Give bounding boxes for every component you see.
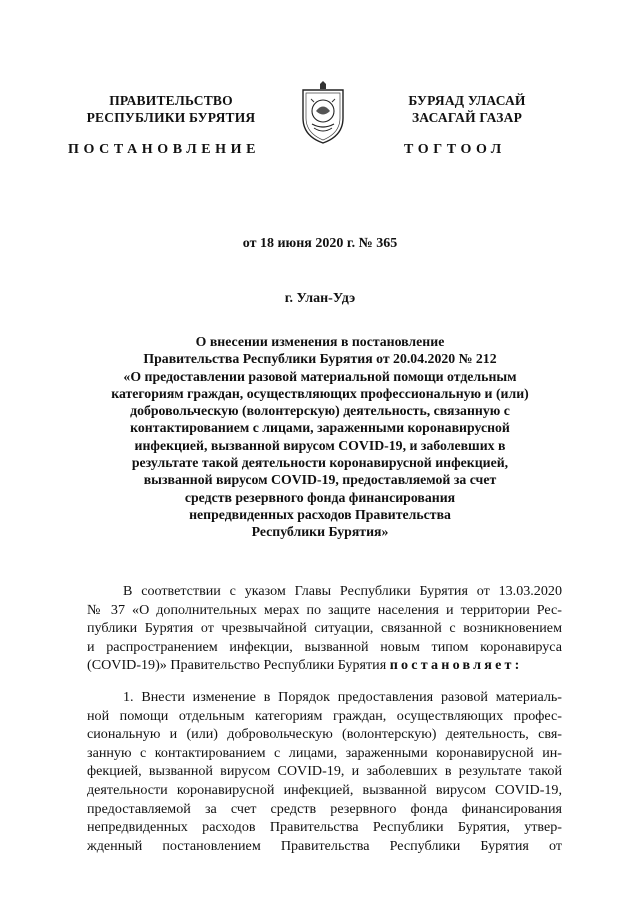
- subject-line: «О предоставлении разовой материальной помощи отдельным: [123, 368, 517, 384]
- subject-line: О внесении изменения в постановление: [195, 334, 445, 349]
- paragraph-line: непредвиденных расходов Правительства Республики Бурятия, утвер-: [87, 819, 562, 836]
- subject-line: инфекцией, вызванной вирусом COVID-19, и заболевших в: [134, 437, 506, 453]
- paragraph-line: В соответствии с указом Главы Республики Бурятия от 13.03.2020: [123, 583, 562, 599]
- paragraph-line: сиональную и (или) добровольческую (волонтерскую) деятельность, свя-: [87, 726, 562, 743]
- subject-line: вызванной вирусом COVID-19, предоставляемой за счет: [143, 472, 497, 488]
- org-line: РЕСПУБЛИКИ БУРЯТИЯ: [86, 110, 256, 125]
- paragraph-line: № 37 «О дополнительных мерах по защите населения и территории Рес-: [87, 601, 562, 618]
- document-type-bua: ТОГТООЛ: [404, 142, 506, 157]
- paragraph-line: деятельности коронавирусной инфекцией, вызванной вирусом COVID-19,: [87, 781, 562, 798]
- clause-1-paragraph: [87, 688, 562, 855]
- paragraph-text: (COVID-19)» Правительство Республики Бурятия: [87, 657, 390, 674]
- paragraph-line-final: [87, 656, 562, 675]
- paragraph-line: 1. Внести изменение в Порядок предоставления разовой материаль-: [123, 689, 562, 705]
- paragraph-line: жденный постановлением Правительства Республики Бурятия от: [87, 837, 562, 854]
- subject-line: контактированием с лицами, зараженными коронавирусной: [130, 420, 510, 436]
- subject-line: непредвиденных расходов Правительства: [189, 506, 451, 522]
- organization-name-ru: [60, 92, 282, 126]
- paragraph-line: фекцией, вызванной вирусом COVID-19, и заболевших в результате такой: [87, 763, 562, 780]
- resolution-keyword: постановляет:: [389, 657, 523, 674]
- subject-line: результате такой деятельности коронавирусной инфекцией,: [131, 455, 509, 471]
- paragraph-line: занную с контактированием с лицами, зараженными коронавирусной ин-: [87, 744, 562, 761]
- document-subject: [100, 333, 540, 541]
- document-date-number: от 18 июня 2020 г. № 365: [242, 236, 398, 251]
- org-line: БУРЯАД УЛАСАЙ: [408, 93, 526, 108]
- paragraph-line: предоставляемой за счет средств резервного фонда финансирования: [87, 800, 562, 817]
- org-line: ПРАВИТЕЛЬСТВО: [109, 93, 233, 108]
- subject-line: добровольческую (волонтерскую) деятельность, связанную с: [130, 403, 510, 419]
- org-line: ЗАСАГАЙ ГАЗАР: [411, 110, 523, 125]
- paragraph-line: и распространением инфекции, вызванной новым типом коронавируса: [87, 638, 562, 655]
- subject-line: категориям граждан, осуществляющих профессиональную и (или): [111, 385, 529, 401]
- subject-line: Правительства Республики Бурятия от 20.04.2020 № 212: [143, 351, 497, 367]
- document-type-ru: ПОСТАНОВЛЕНИЕ: [68, 142, 261, 157]
- coat-of-arms-icon: [298, 80, 348, 146]
- preamble-paragraph: [87, 582, 562, 675]
- paragraph-line: публики Бурятия от чрезвычайной ситуации, связанной с возникновением: [87, 620, 562, 637]
- document-city: г. Улан-Удэ: [284, 291, 356, 306]
- organization-name-bua: [372, 92, 562, 126]
- subject-line: Республики Бурятия»: [251, 524, 389, 540]
- subject-line: средств резервного фонда финансирования: [184, 489, 456, 505]
- paragraph-line: ной помощи отдельным категориям граждан, осуществляющих профес-: [87, 707, 562, 724]
